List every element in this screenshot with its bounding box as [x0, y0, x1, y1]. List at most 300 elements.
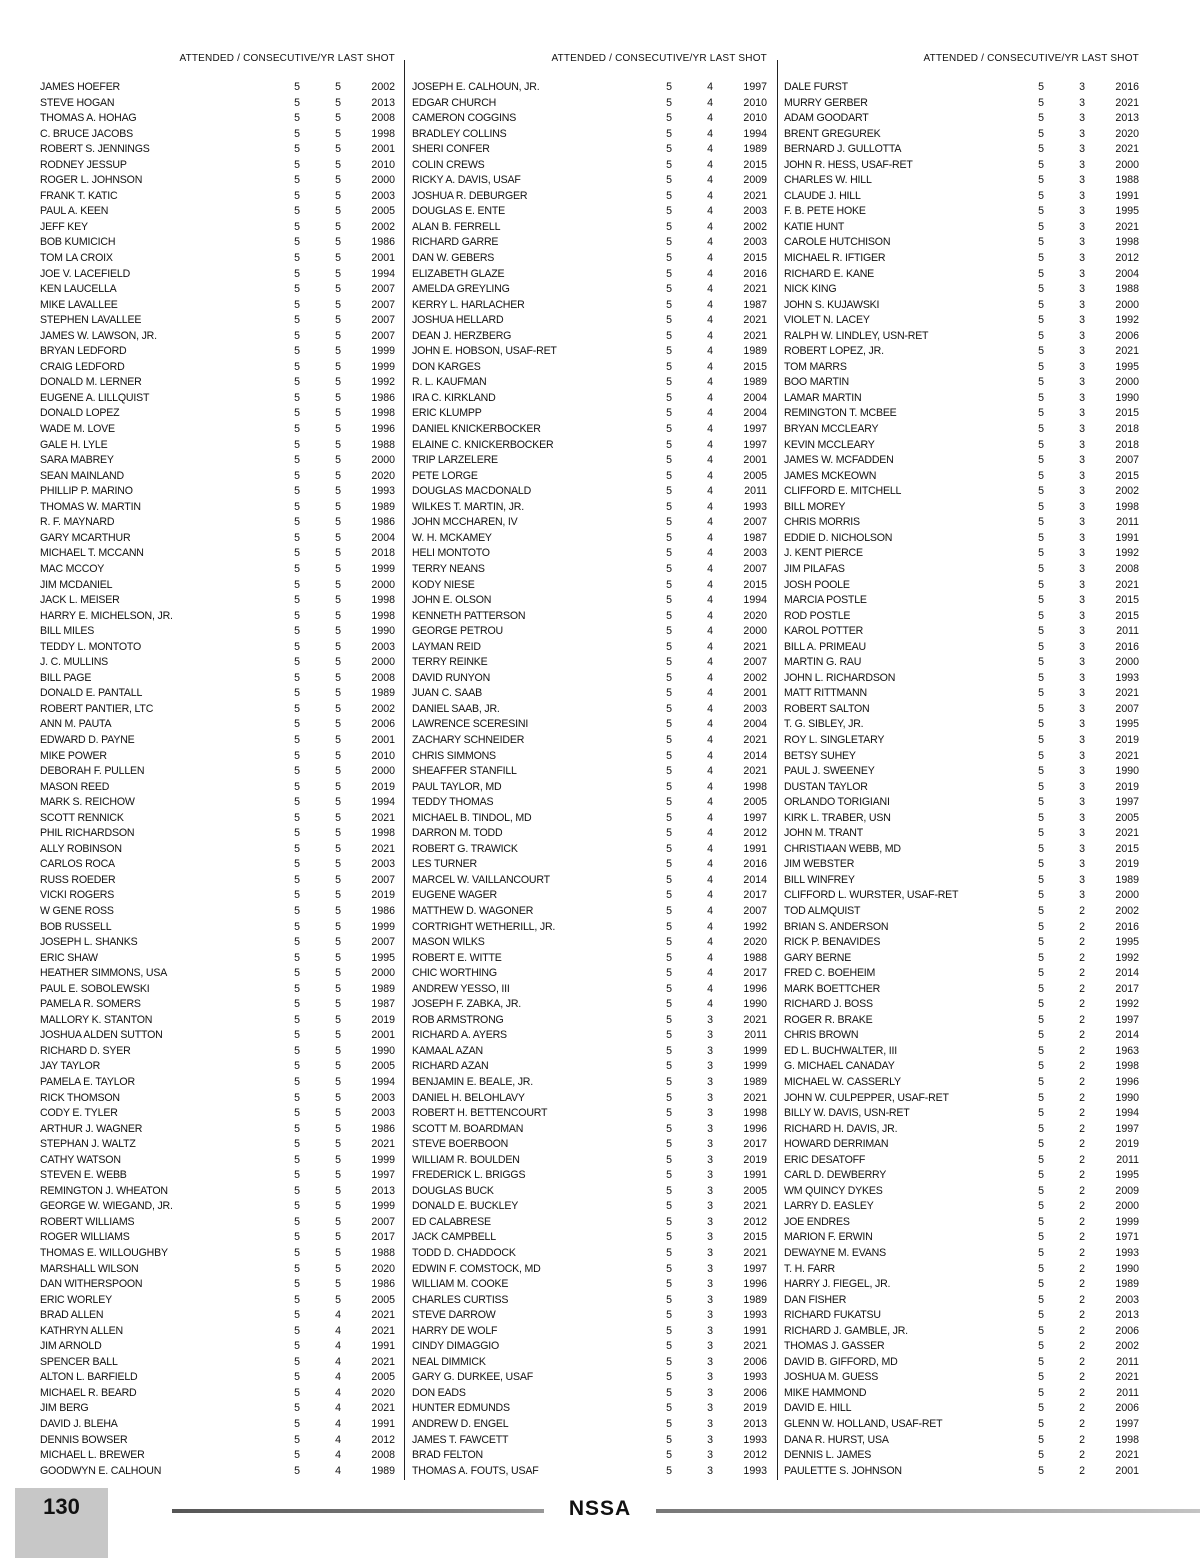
- attended-count: 5: [294, 1107, 300, 1120]
- last-shot-year: 2011: [1116, 625, 1139, 638]
- attended-count: 5: [294, 345, 300, 358]
- attended-count: 5: [1038, 329, 1044, 342]
- last-shot-year: 2015: [743, 252, 767, 265]
- last-shot-year: 1991: [743, 842, 767, 855]
- attended-count: 5: [1038, 671, 1044, 684]
- shooter-name: DENNIS BOWSER: [40, 1433, 128, 1446]
- consecutive-count: 4: [707, 236, 713, 249]
- shooter-name: IRA C. KIRKLAND: [412, 391, 496, 404]
- consecutive-count: 5: [335, 982, 341, 995]
- consecutive-count: 4: [707, 982, 713, 995]
- consecutive-count: 2: [1079, 1371, 1085, 1384]
- consecutive-count: 3: [707, 1449, 713, 1462]
- table-row: [784, 1370, 1139, 1386]
- attended-count: 5: [294, 998, 300, 1011]
- shooter-name: PETE LORGE: [412, 469, 478, 482]
- shooter-name: CINDY DIMAGGIO: [412, 1340, 500, 1353]
- consecutive-count: 3: [1079, 749, 1085, 762]
- last-shot-year: 2001: [371, 252, 395, 265]
- attended-count: 5: [294, 220, 300, 233]
- shooter-name: BILL WINFREY: [784, 873, 855, 886]
- attended-count: 5: [1038, 1029, 1044, 1042]
- consecutive-count: 2: [1079, 1340, 1085, 1353]
- shooter-name: PAMELA E. TAYLOR: [40, 1076, 135, 1088]
- table-row: [412, 1215, 767, 1231]
- shooter-name: KEVIN MCCLEARY: [784, 438, 875, 451]
- shooter-name: JAMES W. MCFADDEN: [784, 454, 894, 467]
- footer-rule-right: [656, 1509, 1200, 1513]
- attended-count: 5: [666, 1169, 672, 1182]
- consecutive-count: 4: [707, 640, 713, 653]
- table-row: [40, 111, 395, 127]
- last-shot-year: 1998: [743, 780, 767, 793]
- last-shot-year: 2004: [743, 407, 767, 420]
- shooter-name: J. C. MULLINS: [40, 656, 109, 669]
- table-row: [40, 640, 395, 656]
- shooter-name: JAMES T. FAWCETT: [412, 1433, 509, 1446]
- table-row: [784, 531, 1139, 547]
- last-shot-year: 2005: [371, 1060, 395, 1073]
- consecutive-count: 3: [1079, 391, 1085, 404]
- table-row: [412, 1059, 767, 1075]
- last-shot-year: 2002: [1115, 1340, 1139, 1353]
- table-row: [784, 469, 1139, 485]
- last-shot-year: 1997: [371, 1169, 395, 1182]
- table-row: [412, 344, 767, 360]
- table-row: [40, 1230, 395, 1246]
- table-row: [412, 920, 767, 936]
- consecutive-count: 3: [1079, 796, 1085, 809]
- table-row: [784, 1324, 1139, 1340]
- attended-count: 5: [666, 796, 672, 809]
- shooter-name: EUGENE WAGER: [412, 889, 497, 902]
- last-shot-year: 2007: [1115, 454, 1139, 467]
- last-shot-year: 2003: [743, 205, 767, 218]
- attended-count: 5: [666, 1091, 672, 1104]
- table-row: [40, 702, 395, 718]
- table-row: [784, 1293, 1139, 1309]
- consecutive-count: 2: [1079, 920, 1085, 933]
- table-row: [40, 546, 395, 562]
- table-row: [40, 1355, 395, 1371]
- table-row: [784, 578, 1139, 594]
- attended-count: 5: [294, 1013, 300, 1026]
- table-row: [784, 204, 1139, 220]
- shooter-name: TEDDY THOMAS: [412, 796, 494, 809]
- attended-count: 5: [294, 547, 300, 560]
- attended-count: 5: [294, 407, 300, 420]
- consecutive-count: 4: [707, 516, 713, 529]
- consecutive-count: 2: [1079, 1138, 1085, 1151]
- table-row: [40, 966, 395, 982]
- attended-count: 5: [294, 1200, 300, 1213]
- table-row: [412, 515, 767, 531]
- table-row: [412, 173, 767, 189]
- table-row: [784, 1464, 1139, 1480]
- shooter-name: PHILLIP P. MARINO: [40, 485, 133, 498]
- attended-count: 5: [294, 1371, 300, 1384]
- table-row: [784, 717, 1139, 733]
- consecutive-count: 4: [707, 376, 713, 389]
- last-shot-year: 1997: [743, 811, 767, 824]
- last-shot-year: 1990: [1115, 1091, 1139, 1104]
- last-shot-year: 1995: [1115, 360, 1139, 373]
- last-shot-year: 2013: [1115, 1309, 1139, 1322]
- consecutive-count: 2: [1079, 1309, 1085, 1322]
- consecutive-count: 2: [1079, 1324, 1085, 1337]
- shooter-name: CHRIS SIMMONS: [412, 749, 496, 762]
- table-row: [40, 375, 395, 391]
- table-row: [412, 671, 767, 687]
- table-row: [784, 453, 1139, 469]
- table-row: [784, 904, 1139, 920]
- consecutive-count: 2: [1079, 1402, 1085, 1415]
- attended-count: 5: [666, 687, 672, 700]
- table-row: [784, 1075, 1139, 1091]
- consecutive-count: 4: [707, 562, 713, 575]
- shooter-name: BILL MOREY: [784, 500, 846, 513]
- shooter-name: TOD ALMQUIST: [784, 904, 861, 917]
- consecutive-count: 5: [335, 796, 341, 809]
- shooter-name: STEVEN E. WEBB: [40, 1169, 127, 1182]
- last-shot-year: 1997: [743, 438, 767, 451]
- attended-count: 5: [666, 827, 672, 840]
- attended-count: 5: [666, 500, 672, 513]
- shooter-name: THOMAS W. MARTIN: [40, 500, 141, 513]
- attended-count: 5: [294, 158, 300, 171]
- last-shot-year: 1996: [1115, 1076, 1139, 1088]
- shooter-name: MICHAEL W. CASSERLY: [784, 1076, 901, 1088]
- consecutive-count: 5: [335, 1293, 341, 1306]
- consecutive-count: 5: [335, 485, 341, 498]
- table-row: [784, 671, 1139, 687]
- consecutive-count: 3: [707, 1200, 713, 1213]
- attended-count: 5: [1038, 1122, 1044, 1135]
- table-row: [40, 1433, 395, 1449]
- consecutive-count: 4: [707, 189, 713, 202]
- table-row: [412, 1324, 767, 1340]
- attended-count: 5: [1038, 485, 1044, 498]
- last-shot-year: 1971: [1115, 1231, 1139, 1244]
- table-row: [40, 80, 395, 96]
- table-row: [40, 500, 395, 516]
- shooter-name: LES TURNER: [412, 858, 477, 871]
- last-shot-year: 1991: [371, 1340, 395, 1353]
- last-shot-year: 1999: [371, 1153, 395, 1166]
- last-shot-year: 2007: [743, 904, 767, 917]
- last-shot-year: 2007: [743, 656, 767, 669]
- attended-count: 5: [666, 920, 672, 933]
- last-shot-year: 2014: [1115, 967, 1139, 980]
- shooter-name: ROBERT LOPEZ, JR.: [784, 345, 884, 358]
- table-row: [412, 982, 767, 998]
- table-row: [40, 1075, 395, 1091]
- attended-count: 5: [294, 951, 300, 964]
- consecutive-count: 4: [707, 656, 713, 669]
- consecutive-count: 3: [707, 1107, 713, 1120]
- attended-count: 5: [666, 376, 672, 389]
- last-shot-year: 2005: [743, 796, 767, 809]
- shooter-name: STEPHAN J. WALTZ: [40, 1138, 136, 1151]
- shooter-name: JOHN R. HESS, USAF-RET: [784, 158, 913, 171]
- consecutive-count: 3: [1079, 625, 1085, 638]
- last-shot-year: 2013: [743, 1418, 767, 1431]
- consecutive-count: 2: [1079, 951, 1085, 964]
- consecutive-count: 5: [335, 252, 341, 265]
- consecutive-count: 4: [335, 1433, 341, 1446]
- last-shot-year: 2003: [371, 1091, 395, 1104]
- table-row: [412, 267, 767, 283]
- table-row: [784, 951, 1139, 967]
- column-1: [40, 50, 395, 1479]
- attended-count: 5: [1038, 936, 1044, 949]
- table-row: [784, 1339, 1139, 1355]
- consecutive-count: 5: [335, 858, 341, 871]
- last-shot-year: 1989: [743, 1076, 767, 1088]
- shooter-name: ROY L. SINGLETARY: [784, 733, 885, 746]
- consecutive-count: 5: [335, 1060, 341, 1073]
- consecutive-count: 3: [707, 1122, 713, 1135]
- shooter-name: GLENN W. HOLLAND, USAF-RET: [784, 1418, 943, 1431]
- consecutive-count: 4: [335, 1418, 341, 1431]
- attended-count: 5: [294, 718, 300, 731]
- attended-count: 5: [666, 360, 672, 373]
- shooter-name: RICHARD J. BOSS: [784, 998, 873, 1011]
- shooter-name: W. H. MCKAMEY: [412, 531, 492, 544]
- attended-count: 5: [1038, 702, 1044, 715]
- table-row: [412, 1448, 767, 1464]
- shooter-name: LAMAR MARTIN: [784, 391, 862, 404]
- table-row: [40, 344, 395, 360]
- table-row: [40, 749, 395, 765]
- attended-count: 5: [666, 1153, 672, 1166]
- table-row: [784, 1417, 1139, 1433]
- attended-count: 5: [666, 531, 672, 544]
- last-shot-year: 2019: [371, 889, 395, 902]
- attended-count: 5: [666, 205, 672, 218]
- consecutive-count: 3: [707, 1278, 713, 1291]
- table-row: [784, 406, 1139, 422]
- consecutive-count: 5: [335, 81, 341, 93]
- consecutive-count: 3: [1079, 252, 1085, 265]
- last-shot-year: 1993: [1115, 671, 1139, 684]
- consecutive-count: 3: [707, 1324, 713, 1337]
- attended-count: 5: [666, 1464, 672, 1477]
- shooter-name: LAWRENCE SCERESINI: [412, 718, 529, 731]
- attended-count: 5: [1038, 1418, 1044, 1431]
- attended-count: 5: [1038, 1247, 1044, 1260]
- footer-rule-left: [172, 1509, 544, 1513]
- consecutive-count: 5: [335, 1169, 341, 1182]
- shooter-name: BILL MILES: [40, 625, 95, 638]
- shooter-name: J. KENT PIERCE: [784, 547, 863, 560]
- consecutive-count: 5: [335, 314, 341, 327]
- shooter-name: DONALD LOPEZ: [40, 407, 120, 420]
- table-row: [40, 997, 395, 1013]
- shooter-name: MATTHEW D. WAGONER: [412, 904, 534, 917]
- table-row: [412, 904, 767, 920]
- table-row: [784, 298, 1139, 314]
- attended-count: 5: [666, 391, 672, 404]
- consecutive-count: 3: [1079, 640, 1085, 653]
- last-shot-year: 2021: [743, 189, 767, 202]
- last-shot-year: 1986: [371, 391, 395, 404]
- consecutive-count: 5: [335, 702, 341, 715]
- consecutive-count: 3: [707, 1184, 713, 1197]
- consecutive-count: 3: [707, 1044, 713, 1057]
- last-shot-year: 2015: [743, 1231, 767, 1244]
- consecutive-count: 5: [335, 454, 341, 467]
- last-shot-year: 2011: [744, 485, 767, 498]
- shooter-name: DEWAYNE M. EVANS: [784, 1247, 886, 1260]
- consecutive-count: 2: [1079, 1231, 1085, 1244]
- attended-count: 5: [666, 485, 672, 498]
- last-shot-year: 1995: [371, 951, 395, 964]
- table-row: [40, 96, 395, 112]
- consecutive-count: 3: [1079, 314, 1085, 327]
- table-row: [412, 1293, 767, 1309]
- last-shot-year: 2015: [1115, 469, 1139, 482]
- table-row: [40, 624, 395, 640]
- shooter-name: KAROL POTTER: [784, 625, 864, 638]
- attended-count: 5: [1038, 1340, 1044, 1353]
- attended-count: 5: [666, 951, 672, 964]
- last-shot-year: 2000: [371, 578, 395, 591]
- last-shot-year: 2002: [1115, 904, 1139, 917]
- consecutive-count: 5: [335, 1013, 341, 1026]
- attended-count: 5: [294, 485, 300, 498]
- last-shot-year: 1997: [1115, 1013, 1139, 1026]
- last-shot-year: 2020: [371, 1262, 395, 1275]
- shooter-name: HARRY DE WOLF: [412, 1324, 498, 1337]
- last-shot-year: 2002: [1115, 485, 1139, 498]
- attended-count: 5: [294, 1231, 300, 1244]
- last-shot-year: 2018: [1115, 438, 1139, 451]
- table-row: [784, 173, 1139, 189]
- shooter-name: TRIP LARZELERE: [412, 454, 498, 467]
- attended-count: 5: [294, 578, 300, 591]
- shooter-name: STEPHEN LAVALLEE: [40, 314, 142, 327]
- table-row: [40, 531, 395, 547]
- table-row: [40, 1059, 395, 1075]
- last-shot-year: 2016: [1115, 640, 1139, 653]
- last-shot-year: 2013: [371, 1184, 395, 1197]
- table-row: [412, 438, 767, 454]
- attended-count: 5: [1038, 1309, 1044, 1322]
- shooter-name: BILLY W. DAVIS, USN-RET: [784, 1107, 910, 1120]
- last-shot-year: 2019: [1115, 780, 1139, 793]
- attended-count: 5: [1038, 1107, 1044, 1120]
- last-shot-year: 2015: [1115, 842, 1139, 855]
- attended-count: 5: [666, 1013, 672, 1026]
- consecutive-count: 3: [707, 1355, 713, 1368]
- last-shot-year: 2018: [371, 547, 395, 560]
- last-shot-year: 1997: [743, 1262, 767, 1275]
- attended-count: 5: [666, 733, 672, 746]
- table-row: [784, 1230, 1139, 1246]
- table-row: [412, 111, 767, 127]
- attended-count: 5: [294, 438, 300, 451]
- table-row: [784, 780, 1139, 796]
- last-shot-year: 2001: [1115, 1464, 1139, 1477]
- consecutive-count: 4: [707, 749, 713, 762]
- attended-count: 5: [1038, 423, 1044, 436]
- attended-count: 5: [666, 174, 672, 187]
- shooter-name: MASON REED: [40, 780, 110, 793]
- consecutive-count: 3: [707, 1309, 713, 1322]
- shooter-name: WADE M. LOVE: [40, 423, 115, 436]
- shooter-name: CLIFFORD E. MITCHELL: [784, 485, 902, 498]
- table-row: [40, 1091, 395, 1107]
- attended-count: 5: [666, 1122, 672, 1135]
- table-row: [412, 406, 767, 422]
- last-shot-year: 1988: [743, 951, 767, 964]
- consecutive-count: 5: [335, 920, 341, 933]
- table-row: [412, 1401, 767, 1417]
- consecutive-count: 2: [1079, 967, 1085, 980]
- shooter-name: JOHN S. KUJAWSKI: [784, 298, 880, 311]
- last-shot-year: 2015: [1115, 594, 1139, 607]
- table-row: [784, 391, 1139, 407]
- table-row: [784, 1308, 1139, 1324]
- table-row: [412, 1433, 767, 1449]
- last-shot-year: 1996: [743, 1122, 767, 1135]
- consecutive-count: 5: [335, 578, 341, 591]
- last-shot-year: 1992: [743, 920, 767, 933]
- consecutive-count: 5: [335, 936, 341, 949]
- attended-count: 5: [1038, 174, 1044, 187]
- shooter-name: RICHARD H. DAVIS, JR.: [784, 1122, 898, 1135]
- shooter-name: DOUGLAS E. ENTE: [412, 205, 505, 218]
- table-row: [40, 360, 395, 376]
- attended-count: 5: [294, 765, 300, 778]
- table-row: [40, 888, 395, 904]
- last-shot-year: 2021: [371, 842, 395, 855]
- table-row: [40, 220, 395, 236]
- last-shot-year: 2007: [743, 562, 767, 575]
- last-shot-year: 2011: [1116, 1153, 1139, 1166]
- consecutive-count: 4: [707, 904, 713, 917]
- table-row: [412, 826, 767, 842]
- consecutive-count: 4: [707, 594, 713, 607]
- attended-count: 5: [294, 236, 300, 249]
- table-row: [412, 811, 767, 827]
- shooter-name: TOM LA CROIX: [40, 252, 113, 265]
- table-row: [40, 453, 395, 469]
- consecutive-count: 3: [707, 1169, 713, 1182]
- last-shot-year: 1987: [743, 298, 767, 311]
- consecutive-count: 3: [707, 1013, 713, 1026]
- table-row: [412, 500, 767, 516]
- last-shot-year: 2018: [1115, 423, 1139, 436]
- last-shot-year: 2017: [371, 1231, 395, 1244]
- consecutive-count: 2: [1079, 1044, 1085, 1057]
- attended-count: 5: [294, 283, 300, 296]
- shooter-name: GALE H. LYLE: [40, 438, 108, 451]
- last-shot-year: 1986: [371, 516, 395, 529]
- attended-count: 5: [1038, 889, 1044, 902]
- last-shot-year: 2005: [371, 205, 395, 218]
- consecutive-count: 5: [335, 1184, 341, 1197]
- consecutive-count: 2: [1079, 982, 1085, 995]
- table-row: [784, 344, 1139, 360]
- table-row: [40, 1308, 395, 1324]
- shooter-name: CLAUDE J. HILL: [784, 189, 861, 202]
- last-shot-year: 2015: [1115, 609, 1139, 622]
- last-shot-year: 2021: [1115, 345, 1139, 358]
- shooter-name: RICHARD A. AYERS: [412, 1029, 507, 1042]
- attended-count: 5: [1038, 1402, 1044, 1415]
